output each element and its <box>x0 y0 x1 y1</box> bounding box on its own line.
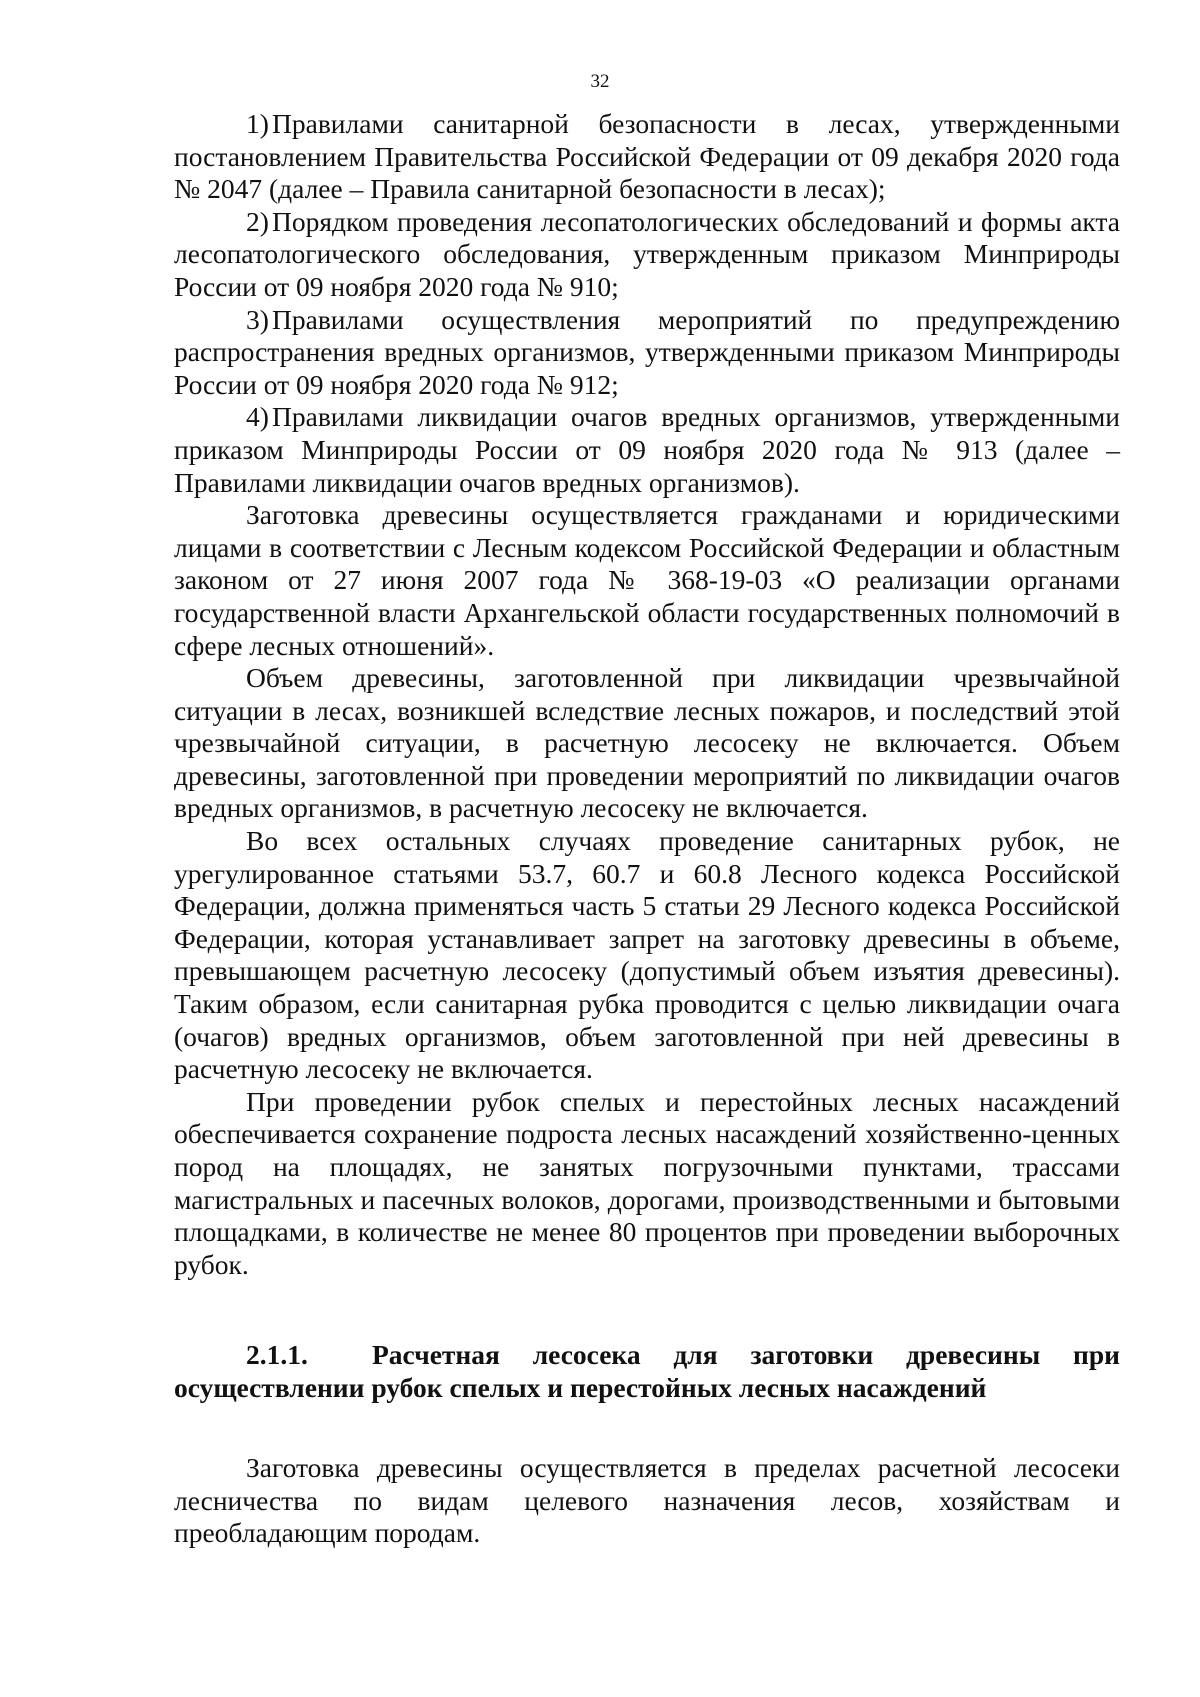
list-item <box>174 304 1120 402</box>
list-item <box>174 108 1120 206</box>
paragraph-allowable-cut: Заготовка древесины осуществляется в пределах расчетной лесосеки лесничества по видам целевого назначения лесов, хозяйствам и преобладающим породам. <box>174 1452 1120 1549</box>
list-item-marker: 1) <box>246 108 269 139</box>
list-item <box>174 401 1120 499</box>
list-item-text: Правилами санитарной безопасности в лесах, утвержденными постановлением Правительства Российской Федерации от 09 декабря 2020 года № 2047 (далее – Правила санитарной безопасности в лесах); <box>174 108 1120 205</box>
paragraph-sanitary-felling: Во всех остальных случаях проведение санитарных рубок, не урегулированное статьями 53.7, 60.7 и 60.8 Лесного кодекса Российской Федерации, должна применяться часть 5 статьи 29 Лесного кодекса Российской Федерации, которая устанавливает запрет на заготовку древесины в объеме, превышающем расчетную лесосеку (допустимый объем изъятия древесины). Таким образом, если санитарная рубка проводится с целью ликвидации очага (очагов) вредных организмов, объем заготовленной при ней древесины в расчетную лесосеку не включается. <box>174 825 1120 1085</box>
section-number: 2.1.1. <box>246 1339 308 1370</box>
paragraph-undergrowth: При проведении рубок спелых и перестойных лесных насаждений обеспечивается сохранение подроста лесных насаждений хозяйственно-ценных пород на площадях, не занятых погрузочными пунктами, трассами магистральных и пасечных волоков, дорогами, производственными и бытовыми площадками, в количестве не менее 80 процентов при проведении выборочных рубок. <box>174 1085 1120 1280</box>
list-item-text: Порядком проведения лесопатологических обследований и формы акта лесопатологического обследования, утвержденным приказом Минприроды России от 09 ноября 2020 года № 910; <box>174 205 1120 302</box>
list-item-marker: 2) <box>246 205 269 237</box>
paragraph-harvesting: Заготовка древесины осуществляется гражданами и юридическими лицами в соответствии с Лесным кодексом Российской Федерации и областным законом от 27 июня 2007 года № 368-19-03 «О реализации органами государственной власти Архангельской области государственных полномочий в сфере лесных отношений». <box>174 499 1120 661</box>
section-body <box>174 1452 1120 1550</box>
list-item <box>174 206 1120 304</box>
section-title: Расчетная лесосека для заготовки древесины при осуществлении рубок спелых и перестойных лесных насаждений <box>174 1339 1120 1403</box>
paragraph-emergency-volume: Объем древесины, заготовленной при ликвидации чрезвычайной ситуации в лесах, возникшей вследствие лесных пожаров, и последствий этой чрезвычайной ситуации, в расчетную лесосеку не включается. Объем древесины, заготовленной при проведении мероприятий по ликвидации очагов вредных организмов, в расчетную лесосеку не включается. <box>174 662 1120 824</box>
list-item-marker: 3) <box>246 303 269 335</box>
document-body <box>174 108 1120 1281</box>
section-heading <box>174 1338 1120 1404</box>
list-item-text: Правилами осуществления мероприятий по предупреждению распространения вредных организмов, утвержденными приказом Минприроды России от 09 ноября 2020 года № 912; <box>174 303 1120 400</box>
page-number: 32 <box>590 71 610 92</box>
list-item-text: Правилами ликвидации очагов вредных организмов, утвержденными приказом Минприроды России от 09 ноября 2020 года № 913 (далее – Правилами ликвидации очагов вредных организмов). <box>174 401 1120 498</box>
list-item-marker: 4) <box>246 401 269 433</box>
